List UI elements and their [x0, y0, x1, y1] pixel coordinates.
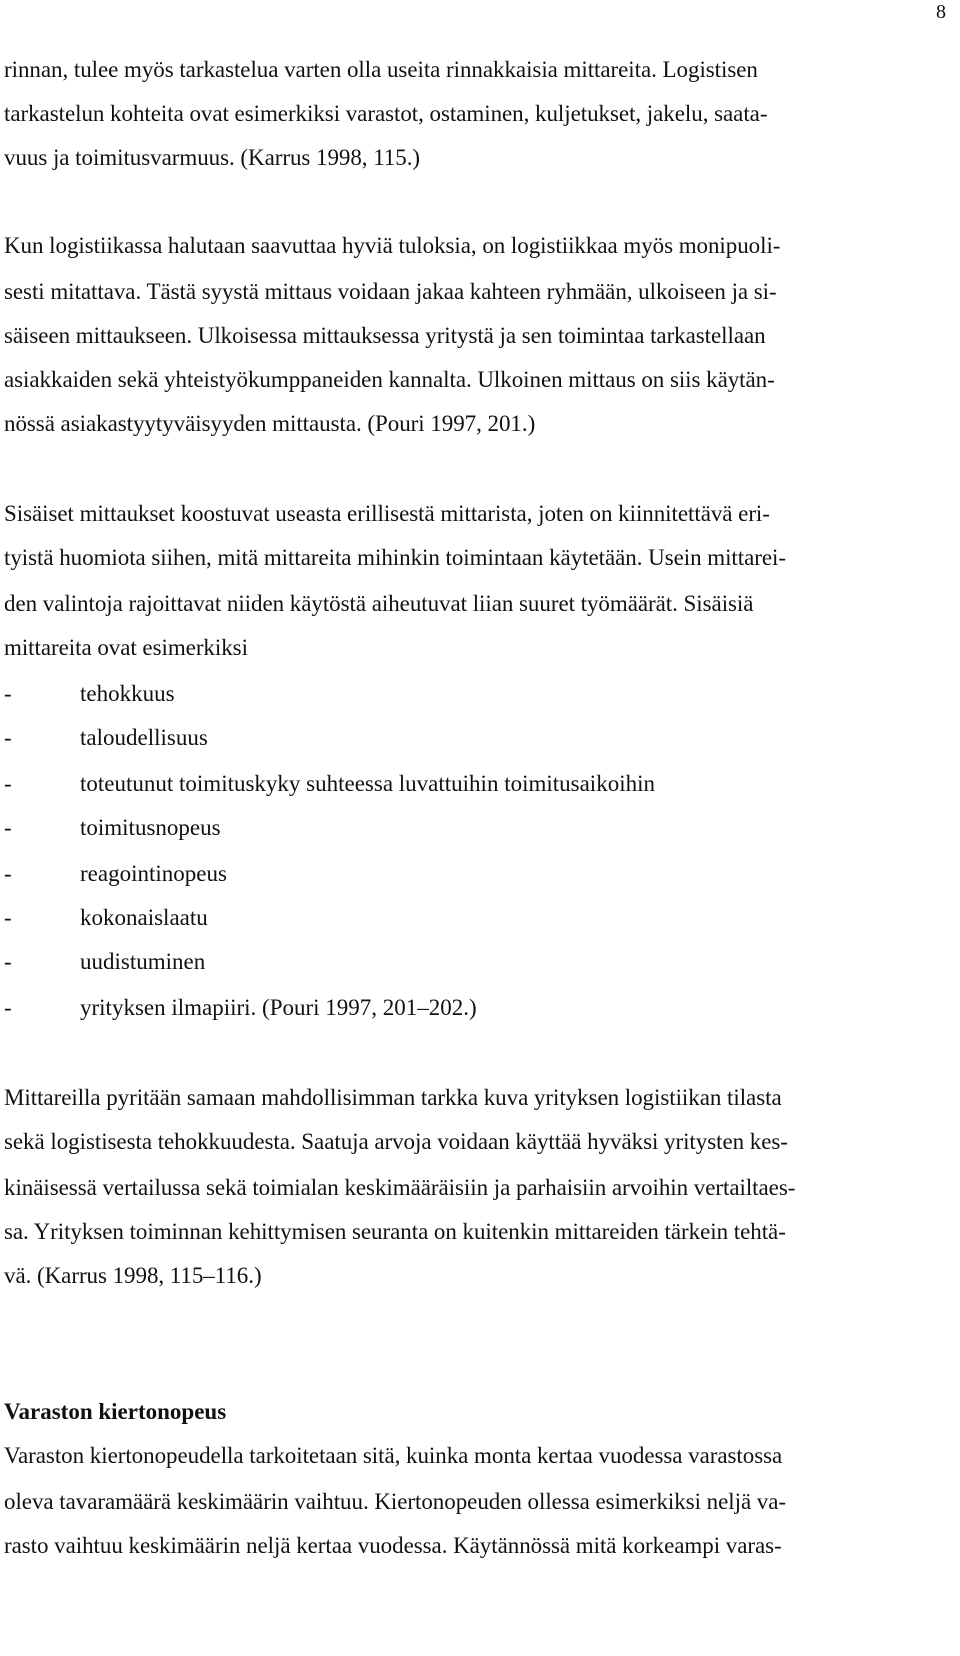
text-line: tyistä huomiota siihen, mitä mittareita mihinkin toimintaan käytetään. Usein mittarei-: [4, 545, 786, 570]
list-item-text: uudistuminen: [80, 949, 206, 974]
text-line: kinäisessä vertailussa sekä toimialan keskimääräisiin ja parhaisiin arvoihin vertailtaes-: [4, 1175, 796, 1200]
text-line: Sisäiset mittaukset koostuvat useasta erillisestä mittarista, joten on kiinnitettävä eri-: [4, 501, 770, 526]
text-line: Mittareilla pyritään samaan mahdollisimman tarkka kuva yrityksen logistiikan tilasta: [4, 1085, 782, 1110]
text-line: Kun logistiikassa halutaan saavuttaa hyviä tuloksia, on logistiikkaa myös monipuoli-: [4, 233, 781, 258]
text-line: Varaston kiertonopeudella tarkoitetaan sitä, kuinka monta kertaa vuodessa varastossa: [4, 1443, 783, 1468]
list-dash: -: [4, 725, 12, 750]
text-line: vuus ja toimitusvarmuus. (Karrus 1998, 115.): [4, 145, 421, 170]
list-dash: -: [4, 771, 12, 796]
list-item-text: tehokkuus: [80, 681, 175, 706]
section-heading: Varaston kiertonopeus: [4, 1399, 227, 1424]
text-line: den valintoja rajoittavat niiden käytöstä aiheutuvat liian suuret työmäärät. Sisäisiä: [4, 591, 754, 616]
list-dash: -: [4, 815, 12, 840]
text-line: rinnan, tulee myös tarkastelua varten olla useita rinnakkaisia mittareita. Logistisen: [4, 57, 758, 82]
page-number: 8: [936, 1, 946, 23]
text-line: mittareita ovat esimerkiksi: [4, 635, 248, 660]
text-line: sesti mitattava. Tästä syystä mittaus voidaan jakaa kahteen ryhmään, ulkoiseen ja si-: [4, 279, 777, 304]
text-line: säiseen mittaukseen. Ulkoisessa mittauksessa yritystä ja sen toimintaa tarkastellaan: [4, 323, 766, 348]
list-dash: -: [4, 949, 12, 974]
text-line: sa. Yrityksen toiminnan kehittymisen seuranta on kuitenkin mittareiden tärkein tehtä-: [4, 1219, 786, 1244]
list-item-text: taloudellisuus: [80, 725, 208, 750]
text-line: asiakkaiden sekä yhteistyökumppaneiden kannalta. Ulkoinen mittaus on siis käytän-: [4, 367, 775, 392]
list-item-text: toteutunut toimituskyky suhteessa luvattuihin toimitusaikoihin: [80, 771, 655, 796]
list-item-text: yrityksen ilmapiiri. (Pouri 1997, 201–202.): [80, 995, 477, 1020]
list-item-text: kokonaislaatu: [80, 905, 208, 930]
list-dash: -: [4, 995, 12, 1020]
list-item-text: reagointinopeus: [80, 861, 227, 886]
text-line: vä. (Karrus 1998, 115–116.): [4, 1263, 262, 1288]
text-line: oleva tavaramäärä keskimäärin vaihtuu. Kiertonopeuden ollessa esimerkiksi neljä va-: [4, 1489, 787, 1514]
text-line: nössä asiakastyytyväisyyden mittausta. (Pouri 1997, 201.): [4, 411, 536, 436]
text-line: rasto vaihtuu keskimäärin neljä kertaa vuodessa. Käytännössä mitä korkeampi varas-: [4, 1533, 782, 1558]
list-dash: -: [4, 861, 12, 886]
text-line: tarkastelun kohteita ovat esimerkiksi varastot, ostaminen, kuljetukset, jakelu, saata-: [4, 101, 768, 126]
list-dash: -: [4, 681, 12, 706]
list-dash: -: [4, 905, 12, 930]
text-line: sekä logistisesta tehokkuudesta. Saatuja arvoja voidaan käyttää hyväksi yritysten kes-: [4, 1129, 788, 1154]
list-item-text: toimitusnopeus: [80, 815, 221, 840]
